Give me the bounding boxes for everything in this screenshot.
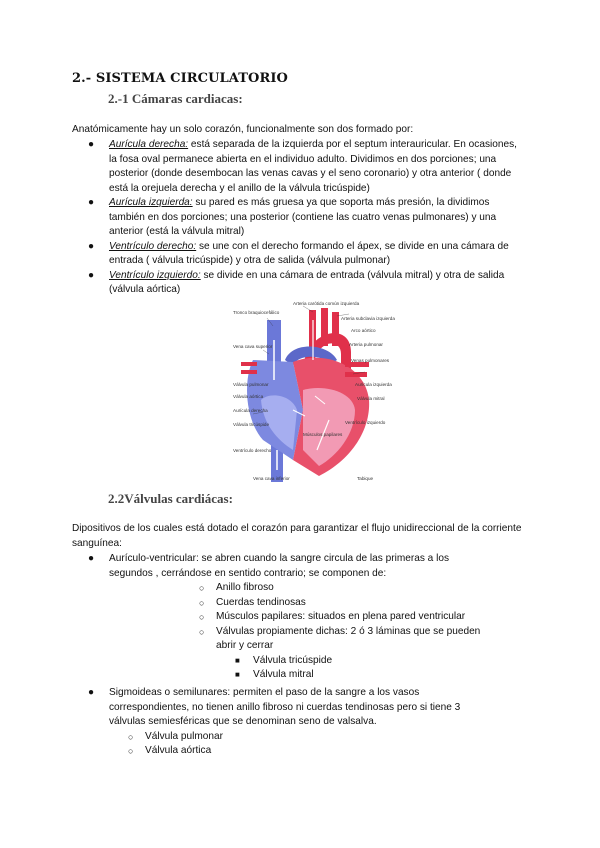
circle-bullet-icon: ○ [199, 583, 205, 593]
list-item [72, 744, 492, 759]
list-text: Válvulas propiamente dichas: 2 ó 3 láminas que se pueden abrir y cerrar [216, 625, 481, 651]
circle-bullet-icon: ○ [199, 612, 205, 622]
label-left-atrium: Aurícula izquierda [355, 382, 392, 387]
square-bullet-icon: ■ [235, 670, 240, 679]
label-pulmonary-artery: Arteria pulmonar [349, 342, 383, 347]
list-term: Ventrículo derecho: [109, 240, 197, 252]
label-tricuspid: Válvula tricúspide [233, 422, 270, 427]
label-septum: Tabique [357, 476, 374, 481]
valves-list-av [72, 552, 492, 683]
heart-diagram [233, 300, 395, 483]
label-papillary: Músculos papilares [303, 432, 343, 437]
bullet-icon: ● [88, 197, 95, 208]
section-intro-camaras: Anatómicamente hay un solo corazón, funcionalmente son dos formado por: [72, 124, 414, 135]
list-item [72, 686, 492, 730]
list-item [72, 654, 492, 669]
list-text: se divide en una cámara de entrada (válvula mitral) y otra de salida (válvula aórtica) [109, 269, 505, 295]
bullet-icon: ● [88, 687, 95, 698]
circle-bullet-icon: ○ [128, 731, 134, 742]
list-text: Anillo fibroso [216, 582, 274, 593]
label-brachiocephalic: Tronco braquiocefálico [233, 310, 280, 315]
label-right-ventricle: Ventrículo derecho [233, 448, 272, 453]
section-heading-valvulas: 2.2Válvulas cardiácas: [108, 491, 233, 506]
bullet-icon: ● [88, 269, 95, 281]
label-ivc: Vena cava inferior [253, 476, 290, 481]
section-heading-camaras: 2.-1 Cámaras cardiacas: [108, 91, 243, 106]
list-item [72, 596, 492, 611]
label-svc: Vena cava superior [233, 344, 273, 349]
bullet-icon: ● [88, 553, 95, 564]
list-term: Ventrículo izquierdo: [109, 269, 201, 281]
list-term: Aurícula izquierda: [109, 197, 193, 208]
circle-bullet-icon: ○ [199, 597, 205, 608]
list-item [72, 625, 492, 654]
list-text: Aurículo-ventricular: se abren cuando la sangre circula de las primeras a los segundos , cerrándose en sentido contrario; se componen de: [109, 553, 449, 579]
valves-list-sl [72, 686, 492, 759]
list-text: Válvula aórtica [145, 745, 212, 756]
list-text: Válvula tricúspide [253, 654, 333, 666]
label-aortic-valve: Válvula aórtica [233, 394, 264, 399]
list-text: está separada de la izquierda por el septum interauricular. En ocasiones, la fosa oval permanece abierta en el individuo adulto. Dividimos en dos porciones; una posterior (donde desembocan las venas cavas y el seno coronario) y otra anterior ( donde está la orejuela derecha y el anillo de la válvula tricúspide) [109, 139, 517, 194]
label-subclavian: Arteria subclavia izquierda [341, 316, 395, 321]
bullet-icon: ● [88, 139, 95, 150]
list-text: se une con el derecho formando el ápex, se divide en una cámara de entrada ( válvula tricúspide) y otra de salida (válvula pulmonar) [109, 240, 509, 266]
bullet-icon: ● [88, 240, 95, 252]
circle-bullet-icon: ○ [199, 626, 205, 637]
list-item [72, 240, 522, 269]
list-text: su pared es más gruesa ya que soporta más presión, la dividimos también en dos porciones; una posterior (contiene las cuatro venas pulmonares) y una anterior (está la válvula mitral) [109, 197, 497, 237]
label-pulmonary-valve: Válvula pulmonar [233, 382, 269, 387]
list-item [72, 269, 522, 298]
list-item [72, 138, 522, 196]
label-right-atrium: Aurícula derecha [233, 408, 268, 413]
list-text: Cuerdas tendinosas [216, 596, 306, 608]
list-item [72, 730, 492, 745]
list-text: Válvula mitral [253, 669, 314, 680]
list-text: Músculos papilares: situados en plena pared ventricular [216, 611, 466, 622]
circle-bullet-icon: ○ [128, 746, 134, 756]
document-title: 2.- SISTEMA CIRCULATORIO [72, 71, 288, 86]
list-item [72, 552, 492, 581]
label-carotid: Arteria carótida común izquierda [293, 301, 360, 306]
label-left-ventricle: Ventrículo izquierdo [345, 420, 386, 425]
label-aortic-arch: Arco aórtico [351, 328, 376, 333]
list-item [72, 610, 492, 625]
list-item [72, 581, 492, 596]
list-text: Válvula pulmonar [145, 730, 223, 742]
label-pulmonary-veins: Venas pulmonares [351, 358, 390, 363]
label-mitral-valve: Válvula mitral [357, 396, 385, 401]
list-item [72, 668, 492, 683]
chambers-list [72, 138, 522, 298]
list-term: Aurícula derecha: [109, 139, 189, 150]
list-text: Sigmoideas o semilunares: permiten el paso de la sangre a los vasos correspondientes, no tienen anillo fibroso ni cuerdas tendinosas pero si tiene 3 válvulas semiesféricas que se denominan seno de valsalva. [109, 687, 461, 727]
section-intro-valvulas: Dipositivos de los cuales está dotado el corazón para garantizar el flujo unidireccional de la corriente sanguínea: [72, 523, 522, 549]
square-bullet-icon: ■ [235, 655, 240, 665]
list-item [72, 196, 522, 240]
